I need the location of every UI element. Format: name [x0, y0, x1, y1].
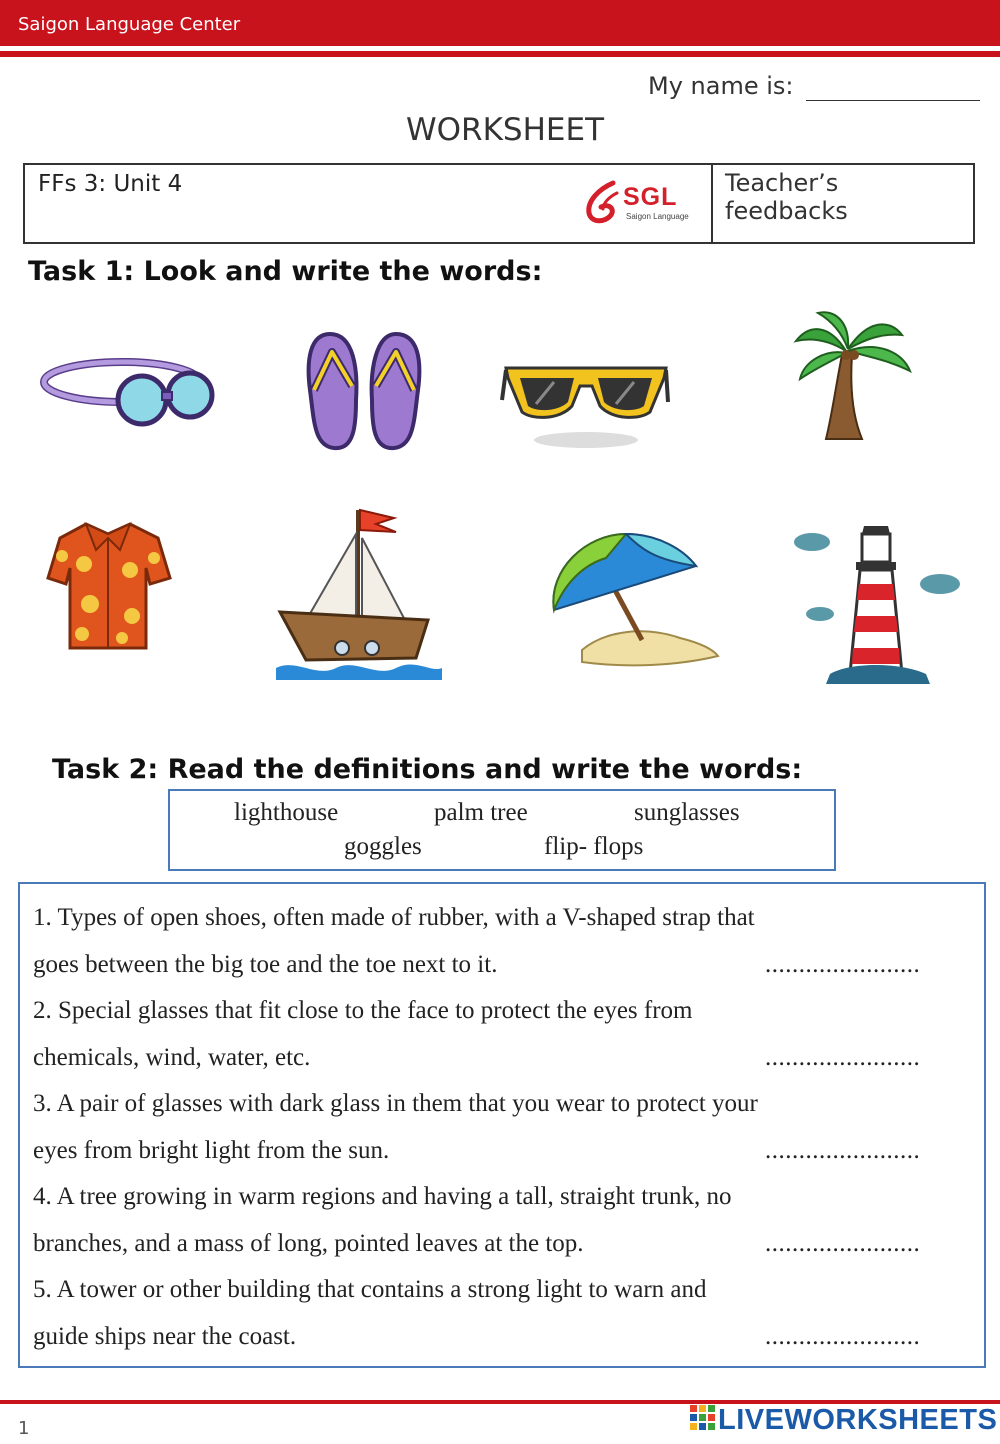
answer-blank-2[interactable]: ....................... — [765, 1044, 921, 1071]
word-bank — [168, 789, 836, 871]
sunglasses-picture — [500, 360, 672, 452]
answer-blank-1[interactable]: ....................... — [765, 951, 921, 978]
shirt-picture — [46, 520, 172, 652]
sgl-logo — [581, 179, 691, 229]
definition-line: 4. A tree growing in warm regions and having a tall, straight trunk, no — [33, 1183, 732, 1210]
flip-flops-picture — [300, 330, 430, 452]
word-bank-item: sunglasses — [634, 799, 740, 826]
definition-line: 5. A tower or other building that contains a strong light to warn and — [33, 1276, 707, 1303]
word-bank-item: flip- flops — [544, 833, 644, 860]
liveworksheets-logo[interactable] — [690, 1403, 998, 1439]
header-divider — [0, 51, 1000, 57]
name-prompt: My name is: — [648, 72, 794, 100]
definition-line: 3. A pair of glasses with dark glass in them that you wear to protect your — [33, 1090, 758, 1117]
definition-line: guide ships near the coast. — [33, 1323, 297, 1350]
teacher-feedback-label: Teacher’s feedbacks — [725, 169, 848, 225]
page-title: WORKSHEET — [405, 112, 605, 148]
logo-text: SGL — [623, 183, 678, 211]
definitions-box — [18, 882, 986, 1368]
definition-line: branches, and a mass of long, pointed leaves at the top. — [33, 1230, 584, 1257]
word-bank-item: lighthouse — [234, 799, 339, 826]
liveworksheets-grid-icon — [690, 1403, 716, 1433]
header-bar — [0, 0, 1000, 46]
lighthouse-picture — [790, 522, 962, 686]
beach-umbrella-picture — [546, 530, 722, 670]
unit-label: FFs 3: Unit 4 — [38, 171, 183, 197]
info-box — [23, 163, 975, 244]
definition-line: chemicals, wind, water, etc. — [33, 1044, 311, 1071]
definition-line: eyes from bright light from the sun. — [33, 1137, 390, 1164]
answer-blank-5[interactable]: ....................... — [765, 1323, 921, 1350]
task1-heading: Task 1: Look and write the words: — [28, 256, 543, 287]
page-number: 1 — [18, 1418, 30, 1439]
answer-blank-3[interactable]: ....................... — [765, 1137, 921, 1164]
definition-line: goes between the big toe and the toe next to it. — [33, 951, 498, 978]
word-bank-item: goggles — [344, 833, 422, 860]
task2-heading: Task 2: Read the definitions and write the words: — [52, 754, 803, 785]
word-bank-item: palm tree — [434, 799, 528, 826]
liveworksheets-brand: LIVEWORKSHEETS — [718, 1404, 998, 1436]
definition-line: 1. Types of open shoes, often made of rubber, with a V-shaped strap that — [33, 904, 755, 931]
sailboat-picture — [276, 508, 442, 682]
answer-blank-4[interactable]: ....................... — [765, 1230, 921, 1257]
goggles-picture — [40, 340, 220, 440]
definition-line: 2. Special glasses that fit close to the face to protect the eyes from — [33, 997, 693, 1024]
center-name: Saigon Language Center — [18, 14, 241, 35]
logo-subtext: Saigon Language — [626, 212, 689, 221]
palm-tree-picture — [790, 305, 930, 445]
sgl-logo-mark-icon — [581, 179, 625, 229]
name-blank-line[interactable] — [806, 100, 980, 101]
info-divider — [711, 165, 713, 242]
